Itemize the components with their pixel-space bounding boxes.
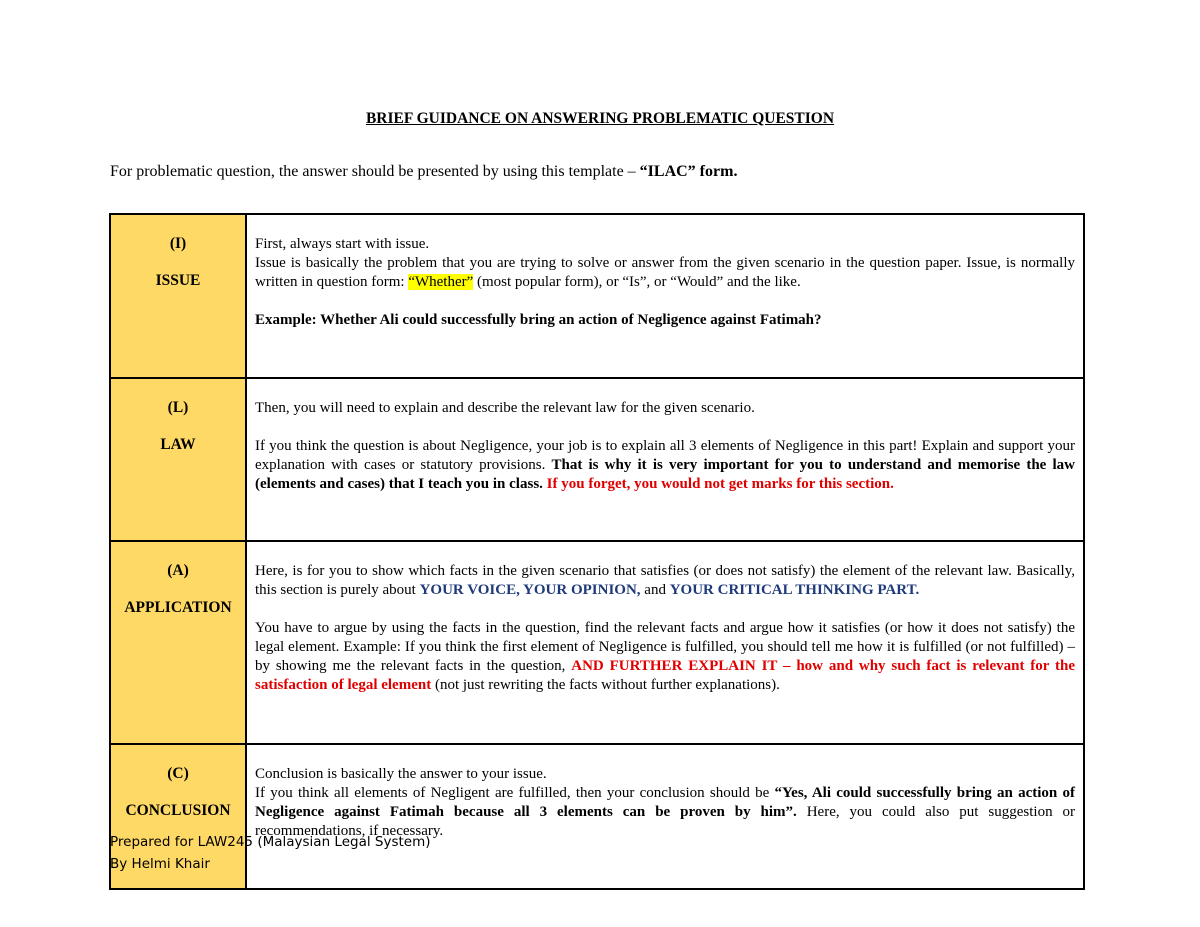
application-navy-1: YOUR VOICE, YOUR OPINION, [419, 582, 641, 598]
application-paragraph-2 [255, 619, 1075, 695]
issue-content-cell [246, 214, 1084, 378]
law-text-a: If you think the question is about Negligence, your job is to explain all 3 elements of Negligence in this part! Explain and support your explanation with cases or statutory provisions. [255, 438, 1075, 473]
application-navy-2: YOUR CRITICAL THINKING PART. [669, 582, 920, 598]
conclusion-text-a: If you think all elements of Negligent are fulfilled, then your conclusion should be [255, 785, 775, 801]
issue-text-a: Issue is basically the problem that you are trying to solve or answer from the given scenario in the question paper. Issue, is normally written in question form: [255, 255, 1075, 290]
application-word: APPLICATION [124, 599, 232, 616]
conclusion-text-b: Here, you could also put suggestion or recommendations, if necessary. [255, 804, 1075, 839]
law-red-text: If you forget, you would not get marks for this section. [542, 476, 894, 492]
conclusion-content-cell [246, 744, 1084, 889]
intro-bold: “ILAC” form. [639, 163, 738, 180]
conclusion-bold-text: “Yes, Ali could successfully bring an action of Negligence against Fatimah because all 3 elements can be proven by him”. [255, 785, 1075, 820]
footer-author: By Helmi Khair [110, 856, 210, 872]
law-paragraph [255, 437, 1075, 494]
conclusion-line-1: Conclusion is basically the answer to your issue. [255, 766, 547, 782]
intro-paragraph [110, 163, 1100, 181]
conclusion-letter: (C) [167, 765, 189, 782]
table-row-law [110, 378, 1084, 541]
application-red-text: AND FURTHER EXPLAIN IT – how and why such fact is relevant for the satisfaction of legal element [255, 658, 1076, 693]
issue-text-b: (most popular form), or “Is”, or “Would” and the like. [473, 274, 801, 290]
conclusion-word: CONCLUSION [125, 802, 231, 819]
issue-line-1: First, always start with issue. [255, 236, 430, 252]
page-title: BRIEF GUIDANCE ON ANSWERING PROBLEMATIC QUESTION [365, 110, 835, 127]
ilac-table [109, 213, 1085, 890]
law-letter: (L) [167, 399, 189, 416]
conclusion-paragraph [255, 784, 1075, 841]
application-text-b: and [640, 582, 670, 598]
law-label-cell [110, 378, 246, 541]
law-content-cell [246, 378, 1084, 541]
application-text-d: (not just rewriting the facts without further explanations). [431, 677, 780, 693]
intro-text: For problematic question, the answer should be presented by using this template – [110, 163, 640, 180]
table-row-conclusion [110, 744, 1084, 889]
issue-paragraph [255, 254, 1075, 292]
application-content-cell [246, 541, 1084, 744]
whether-highlight: “Whether” [408, 274, 474, 290]
table-row-application [110, 541, 1084, 744]
application-letter: (A) [167, 562, 189, 579]
application-label-cell [110, 541, 246, 744]
application-text-a: Here, is for you to show which facts in the given scenario that satisfies (or does not satisfy) the element of the relevant law. Basically, this section is purely about [255, 563, 1075, 598]
law-bold-text: That is why it is very important for you to understand and memorise the law (elements and cases) that I teach you in class. [255, 457, 1075, 492]
issue-example: Example: Whether Ali could successfully bring an action of Negligence against Fatimah? [255, 312, 822, 328]
law-word: LAW [160, 436, 196, 453]
application-text-c: You have to argue by using the facts in the question, find the relevant facts and argue how it satisfies (or how it does not satisfy) the legal element. Example: If you think the first element of Negligence is fulfilled, you should tell me how it is fulfilled (or not fulfilled) – by showing me the relevant facts in the question, [255, 620, 1075, 674]
issue-word: ISSUE [155, 272, 201, 289]
application-paragraph-1 [255, 562, 1075, 600]
table-row-issue [110, 214, 1084, 378]
issue-letter: (I) [169, 235, 187, 252]
law-line-1: Then, you will need to explain and describe the relevant law for the given scenario. [255, 400, 755, 416]
issue-label-cell [110, 214, 246, 378]
footer-prepared-for: Prepared for LAW245 (Malaysian Legal System) [110, 834, 431, 850]
